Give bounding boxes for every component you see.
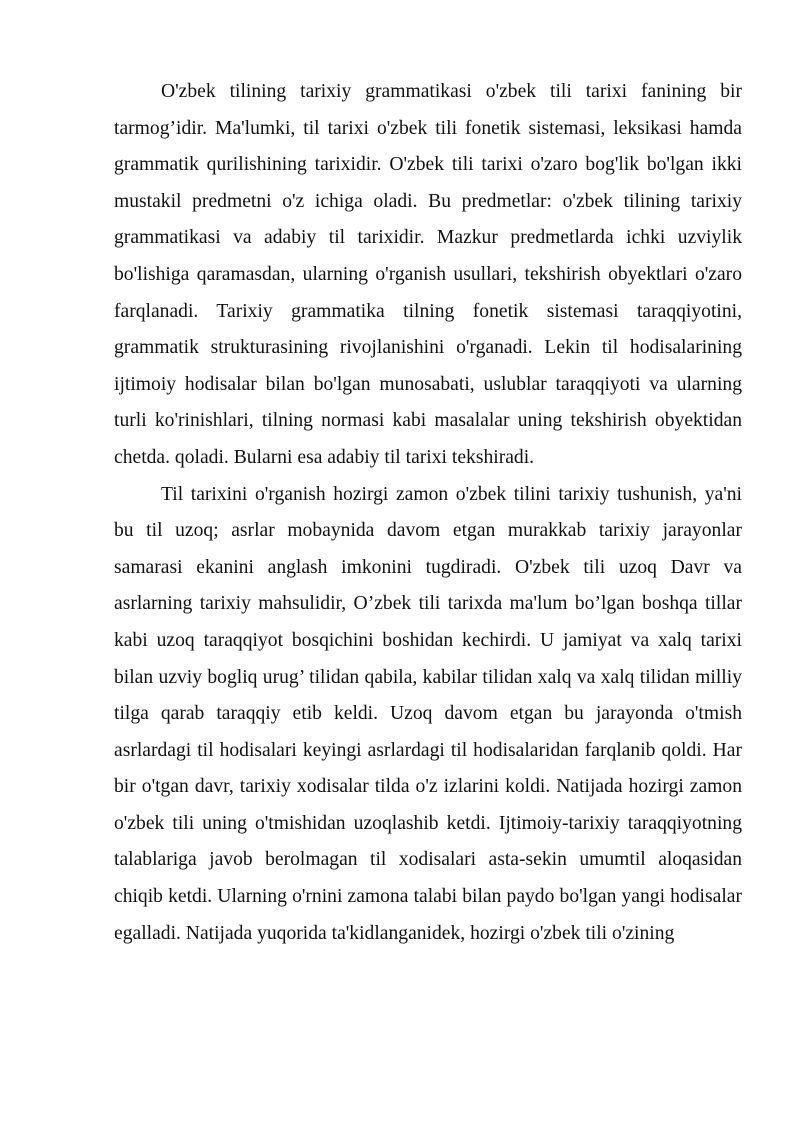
paragraph-1: O'zbek tilining tarixiy grammatikasi o'zbek tili tarixi fanining bir tarmog’idir. Ma'lumki, til tarixi o'zbek tili fonetik sistemasi, leksikasi hamda grammatik qurilishining tarixidir. O'zbek tili tarixi o'zaro bog'lik bo'lgan ikki mustakil predmetni o'z ichiga oladi. Bu predmetlar: o'zbek tilining tarixiy grammatikasi va adabiy til tarixidir. Mazkur predmetlarda ichki uzviylik bo'lishiga qaramasdan, ularning o'rganish usullari, tekshirish obyektlari o'zaro farqlanadi. Tarixiy grammatika tilning fonetik sistemasi taraqqiyotini, grammatik strukturasining rivojlanishini o'rganadi. Lekin til hodisalarining ijtimoiy hodisalar bilan bo'lgan munosabati, uslublar taraqqiyoti va ularning turli ko'rinishlari, tilning normasi kabi masalalar uning tekshirish obyektidan chetda. qoladi. Bularni esa adabiy til tarixi tekshiradi. bbox=[114, 81, 742, 468]
paragraph-2: Til tarixini o'rganish hozirgi zamon o'zbek tilini tarixiy tushunish, ya'ni bu til uzoq; asrlar mobaynida davom etgan murakkab tarixiy jarayonlar samarasi ekanini anglash imkonini tugdiradi. O'zbek tili uzoq Davr va asrlarning tarixiy mahsulidir, O’zbek tili tarixda ma'lum bo’lgan boshqa tillar kabi uzoq taraqqiyot bosqichini boshidan kechirdi. U jamiyat va xalq tarixi bilan uzviy bogliq urug’ tilidan qabila, kabilar tilidan xalq va xalq tilidan milliy tilga qarab taraqqiy etib keldi. Uzoq davom etgan bu jarayonda o'tmish asrlardagi til hodisalari keyingi asrlardagi til hodisalaridan farqlanib qoldi. Har bir o'tgan davr, tarixiy xodisalar tilda o'z izlarini koldi. Natijada hozirgi zamon o'zbek tili uning o'tmishidan uzoqlashib ketdi. Ijtimoiy-tarixiy taraqqiyotning talablariga javob berolmagan til xodisalari asta-sekin umumtil aloqasidan chiqib ketdi. Ularning o'rnini zamona talabi bilan paydo bo'lgan yangi hodisalar egalladi. Natijada yuqorida ta'kidlanganidek, hozirgi o'zbek tili o'zining bbox=[114, 483, 742, 944]
document-body bbox=[114, 74, 742, 952]
